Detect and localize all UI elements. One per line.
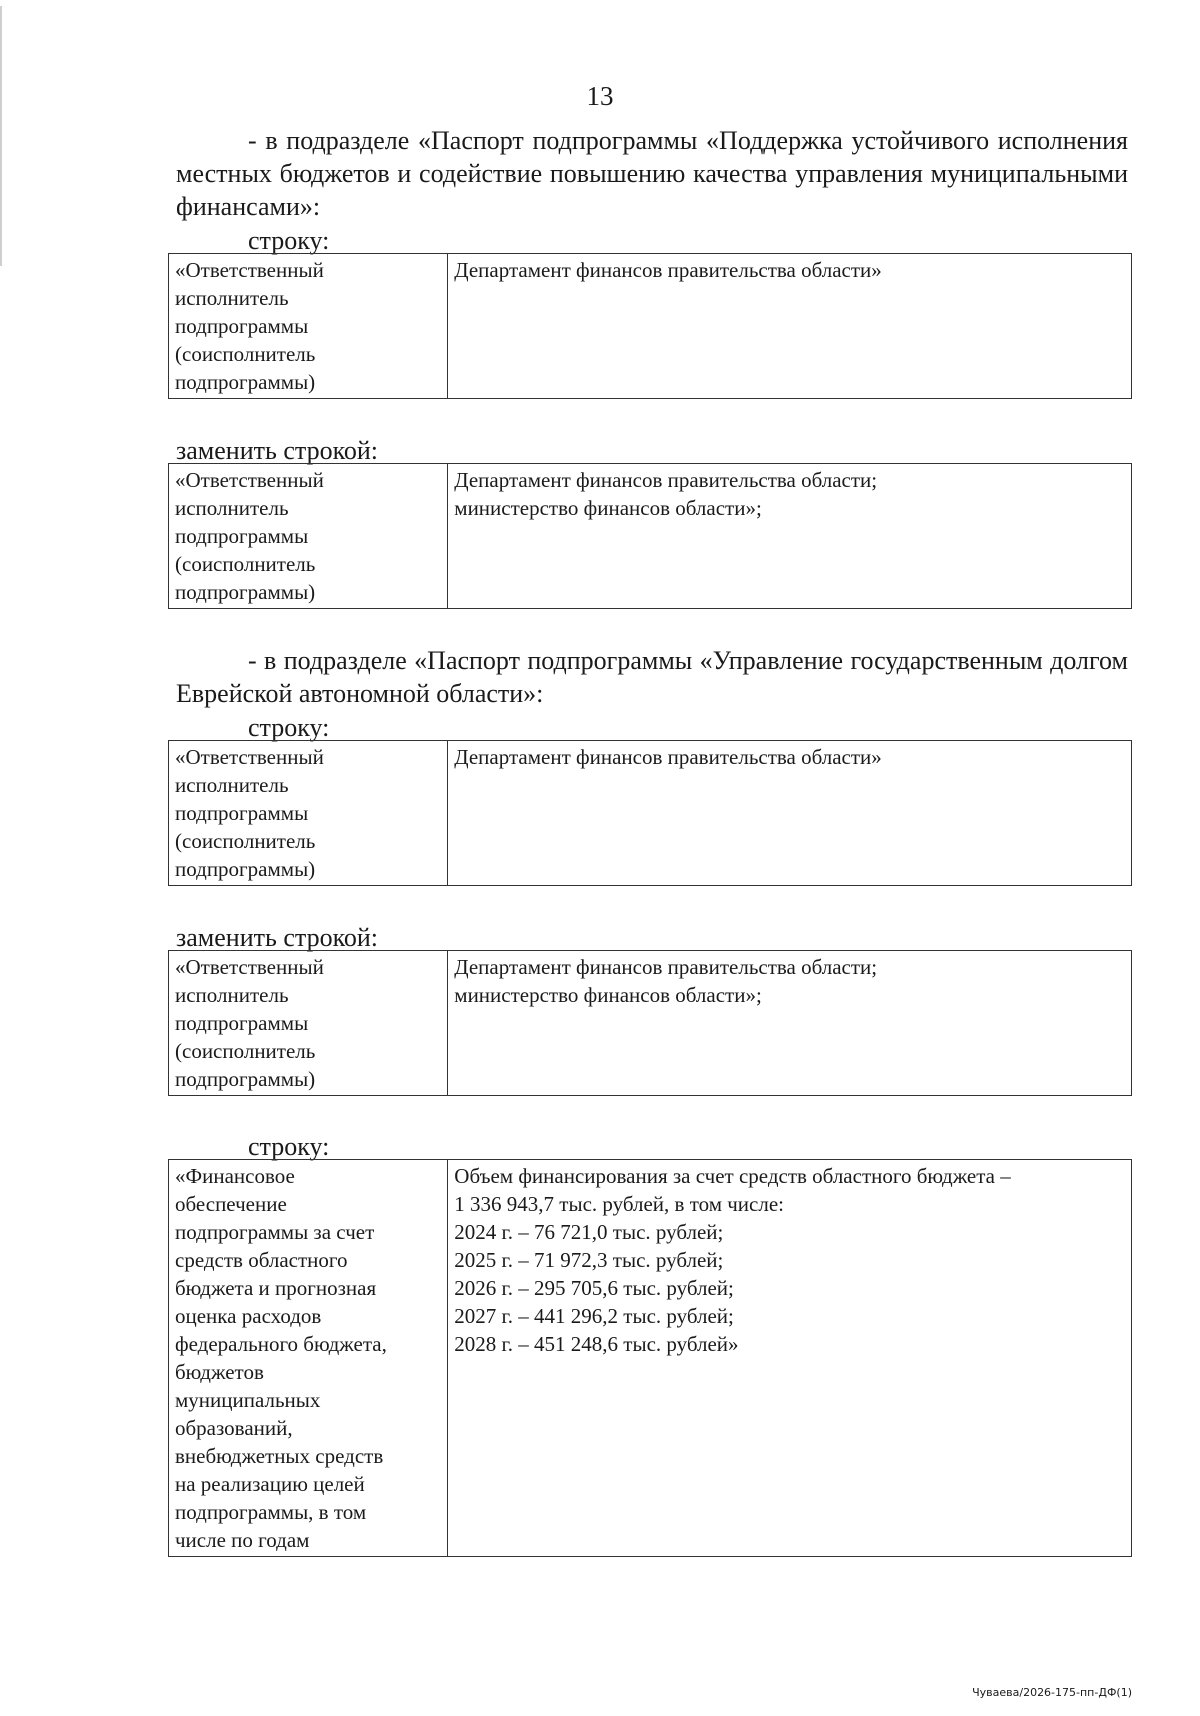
table-row: [169, 464, 1132, 609]
scan-edge-mark: [0, 6, 2, 266]
section2-finance-row-table: [168, 1159, 1132, 1557]
table-row: [169, 254, 1132, 399]
row-label-cell: «Финансовое обеспечение подпрограммы за счет средств областного бюджета и прогнозная оценка расходов федерального бюджета, бюджетов муниципальных образований, внебюджетных средств на реализацию целей подпрограммы, в том числе по годам: [169, 1160, 448, 1557]
section2-new-row-table: [168, 950, 1132, 1096]
section2-intro: - в подразделе «Паспорт подпрограммы «Управление государственным долгом Еврейской автономной области»:: [176, 646, 1128, 708]
section1-intro: - в подразделе «Паспорт подпрограммы «Поддержка устойчивого исполнения местных бюджетов и содействие повышению качества управления муниципальными финансами»:: [176, 126, 1128, 221]
section2-label-old2: строку:: [248, 1132, 330, 1161]
row-label-cell: «Ответственный исполнитель подпрограммы (соисполнитель подпрограммы): [169, 254, 448, 399]
row-value-cell: Департамент финансов правительства области; министерство финансов области»;: [448, 464, 1132, 609]
section1-new-row-table: [168, 463, 1132, 609]
row-label-cell: «Ответственный исполнитель подпрограммы (соисполнитель подпрограммы): [169, 741, 448, 886]
row-label-cell: «Ответственный исполнитель подпрограммы (соисполнитель подпрограммы): [169, 464, 448, 609]
page-number: 13: [586, 81, 614, 111]
section2-label-old: строку:: [248, 713, 330, 742]
section2-label-new: заменить строкой:: [176, 923, 379, 952]
table-row: [169, 741, 1132, 886]
table-row: [169, 951, 1132, 1096]
section2-old-row-table: [168, 740, 1132, 886]
table-row: [169, 1160, 1132, 1557]
section1-old-row-table: [168, 253, 1132, 399]
section1-label-new: заменить строкой:: [176, 436, 379, 465]
document-footer-code: Чуваева/2026-175-пп-ДФ(1): [972, 1686, 1132, 1699]
row-label-cell: «Ответственный исполнитель подпрограммы (соисполнитель подпрограммы): [169, 951, 448, 1096]
row-value-cell: Департамент финансов правительства области»: [448, 254, 1132, 399]
row-value-cell: Объем финансирования за счет средств областного бюджета – 1 336 943,7 тыс. рублей, в том числе: 2024 г. – 76 721,0 тыс. рублей; 2025 г. – 71 972,3 тыс. рублей; 2026 г. – 295 705,6 тыс. рублей; 2027 г. – 441 296,2 тыс. рублей; 2028 г. – 451 248,6 тыс. рублей»: [448, 1160, 1132, 1557]
section1-label-old: строку:: [248, 226, 330, 255]
row-value-cell: Департамент финансов правительства области»: [448, 741, 1132, 886]
row-value-cell: Департамент финансов правительства области; министерство финансов области»;: [448, 951, 1132, 1096]
